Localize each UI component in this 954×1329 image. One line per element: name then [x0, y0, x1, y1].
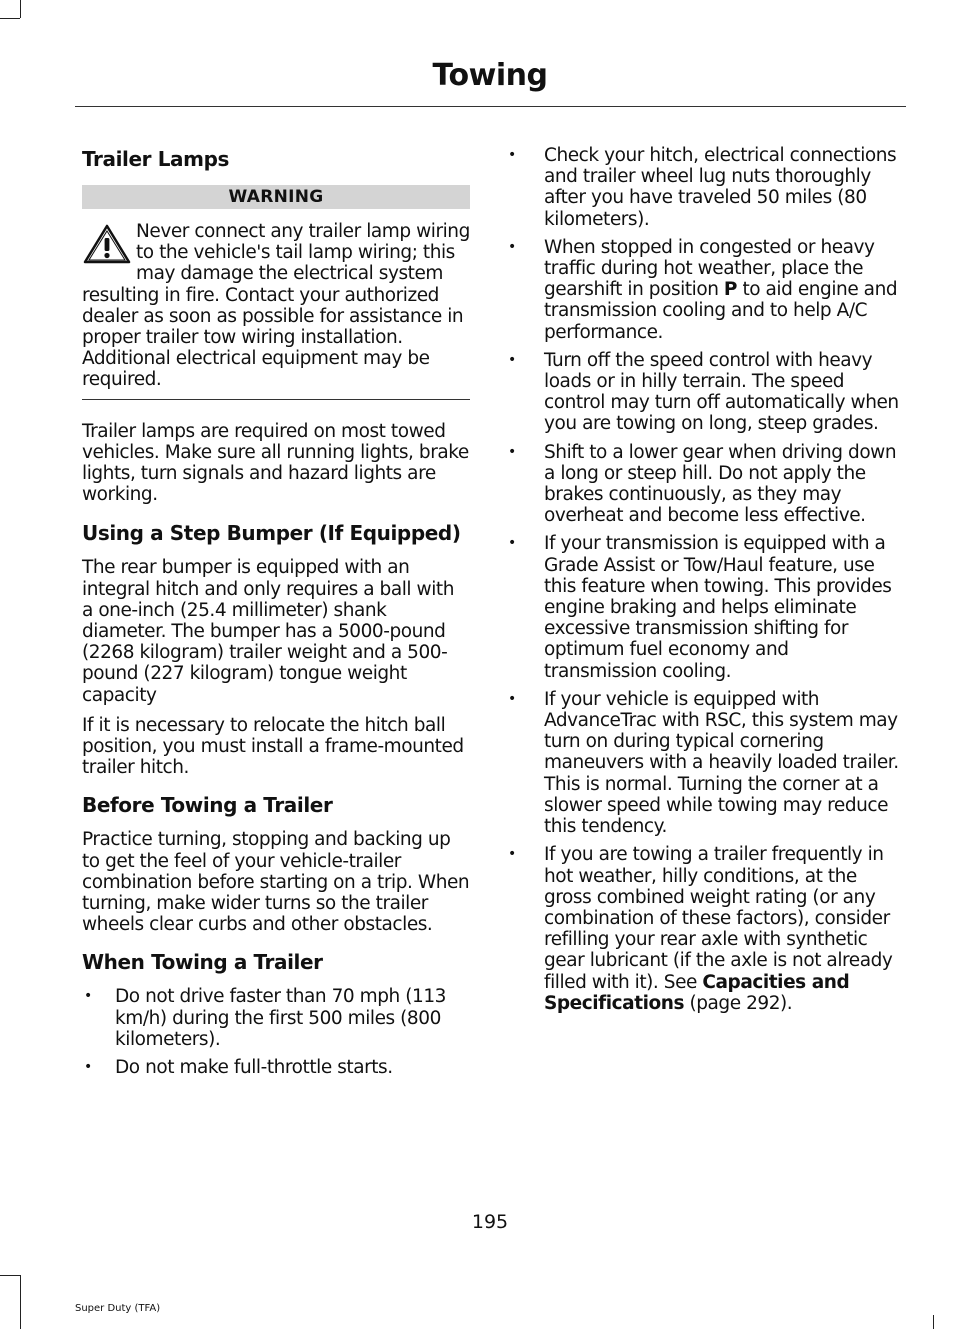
bullet-dot: • [84, 988, 92, 1005]
bullet-dot: • [84, 1059, 92, 1076]
list-item [506, 442, 906, 527]
warning-box [82, 221, 470, 391]
list-item-text: If your vehicle is equipped with AdvanceTrac with RSC, this system may turn on during typical cornering maneuvers with a heavily loaded trailer. This is normal. Turning the corner at a slower speed while towing may reduce this tendency. [544, 688, 899, 838]
warning-divider [82, 399, 470, 400]
list-item-text: Check your hitch, electrical connections and trailer wheel lug nuts thoroughly after you have traveled 50 miles (80 kilometers). [544, 145, 897, 230]
bullet-dot: • [508, 535, 516, 552]
crop-mark [20, 1275, 21, 1329]
right-column [506, 145, 906, 1014]
list-item-text: When stopped in congested or heavy traffic during hot weather, place the gearshift in position [544, 236, 875, 301]
bullet-dot: • [508, 147, 516, 163]
bullet-dot: • [508, 690, 516, 707]
crop-mark [933, 1315, 934, 1329]
list-item-text: Turn off the speed control with heavy loads or in hilly terrain. The speed control may turn off automatically when you are towing on long, steep grades. [544, 349, 899, 435]
warning-triangle-icon [82, 223, 132, 265]
when-towing-list [82, 986, 470, 1078]
capacities-specifications-link[interactable]: Capacities and Specifications [544, 971, 850, 1014]
crop-mark [0, 1275, 20, 1276]
list-item-text: Shift to a lower gear when driving down a long or steep hill. Do not apply the brakes continuously, as they may overheat and become less effective. [544, 441, 897, 527]
warning-text: Never connect any trailer lamp wiring to the vehicle's tail lamp wiring; this may damage the electrical system resulting in fire. Contact your authorized dealer as soon as possible for assistance in proper trailer tow wiring installation. Additional electrical equipment may be required. [82, 221, 470, 391]
list-item [506, 145, 906, 230]
section-heading-step-bumper: Using a Step Bumper (If Equipped) [82, 521, 461, 546]
list-item [506, 533, 906, 681]
list-item [82, 986, 470, 1050]
document-label: Super Duty (TFA) [75, 1303, 161, 1314]
bullet-dot: • [508, 846, 516, 863]
left-column [82, 145, 470, 1078]
crop-mark [0, 18, 20, 19]
towing-tips-list [506, 145, 906, 1014]
crop-mark [20, 0, 21, 18]
warning-label: WARNING [82, 185, 470, 209]
list-item [82, 1057, 470, 1078]
list-item-text: Do not drive faster than 70 mph (113 km/h) during the first 500 miles (800 kilometers). [115, 986, 446, 1050]
list-item-text: If your transmission is equipped with a Grade Assist or Tow/Haul feature, use this feature when towing. This provides engine braking and helps eliminate excessive transmission shifting for optimum fuel economy and transmission cooling. [544, 533, 892, 682]
bullet-dot: • [508, 351, 516, 368]
header-divider [75, 106, 906, 107]
step-bumper-paragraph-2: If it is necessary to relocate the hitch ball position, you must install a frame-mounted trailer hitch. [82, 714, 464, 779]
page-reference: (page 292). [684, 992, 793, 1014]
section-heading-when-towing: When Towing a Trailer [82, 950, 323, 975]
section-heading-trailer-lamps: Trailer Lamps [82, 147, 230, 171]
list-item [506, 350, 906, 435]
page-number: 195 [471, 1211, 509, 1233]
gear-position-label: P [723, 279, 738, 301]
list-item [506, 237, 906, 343]
list-item [506, 689, 906, 837]
list-item-text: to aid engine and transmission cooling and to help A/C performance. [544, 279, 898, 343]
trailer-lamps-paragraph: Trailer lamps are required on most towed vehicles. Make sure all running lights, brake lights, turn signals and hazard lights are working. [82, 420, 469, 506]
list-item [506, 844, 906, 1014]
section-heading-before-towing: Before Towing a Trailer [82, 793, 333, 818]
list-item-text: Do not make full-throttle starts. [115, 1057, 393, 1079]
bullet-dot: • [508, 238, 516, 255]
list-item-text: If you are towing a trailer frequently in hot weather, hilly conditions, at the gross combined weight rating (or any combination of these factors), consider refilling your rear axle with synthetic gear lubricant (if the axle is not already filled with it). See [544, 844, 893, 993]
step-bumper-paragraph-1: The rear bumper is equipped with an integral hitch and only requires a ball with a one-inch (25.4 millimeter) shank diameter. The bumper has a 5000-pound (2268 kilogram) trailer weight and a 500-pound (227 kilogram) tongue weight capacity [82, 557, 454, 706]
bullet-dot: • [508, 443, 516, 460]
page-title: Towing [432, 58, 548, 93]
before-towing-paragraph: Practice turning, stopping and backing up to get the feel of your vehicle-trailer combination before starting on a trip. When turning, make wider turns so the trailer wheels clear curbs and other obstacles. [82, 829, 470, 936]
